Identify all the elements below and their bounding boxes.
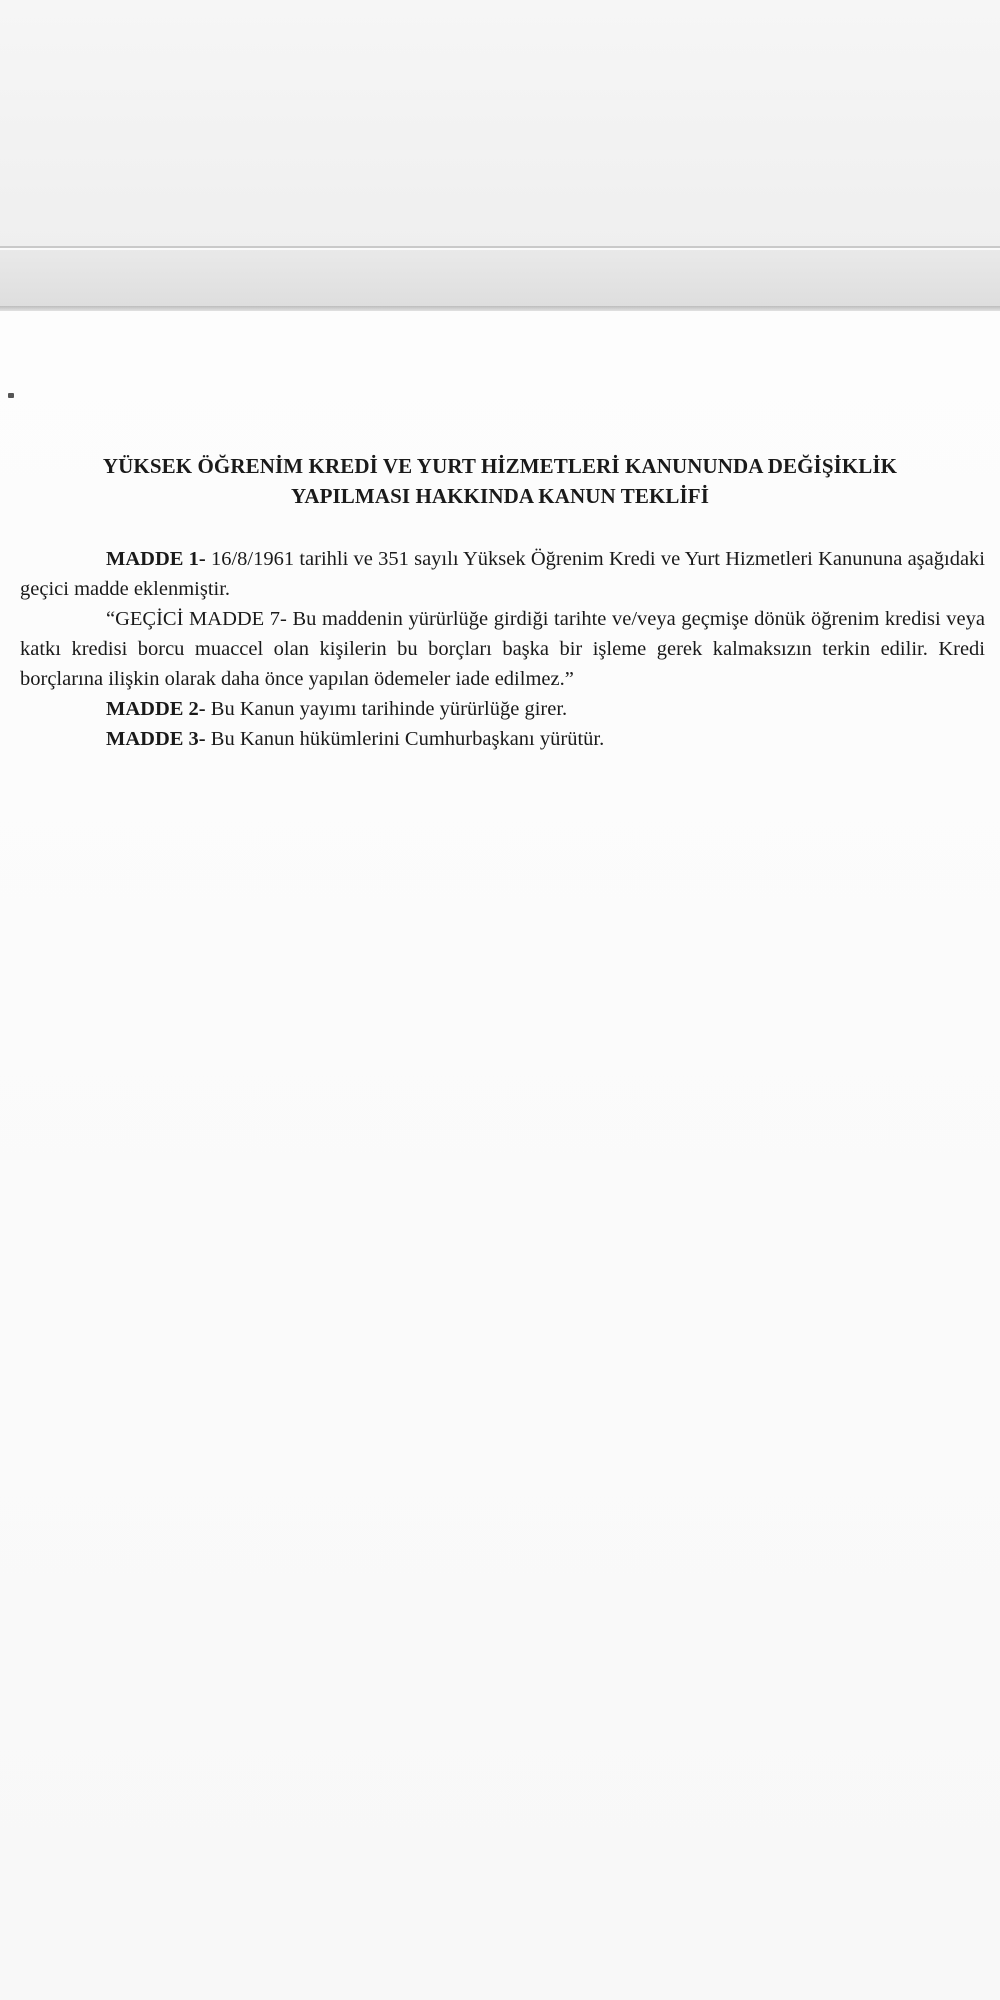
document-title [0, 451, 1000, 511]
top-sheet-edge [0, 246, 1000, 248]
document-title-line-2: YAPILMASI HAKKINDA KANUN TEKLİFİ [290, 484, 710, 508]
article-1-label: MADDE 1- [106, 548, 206, 570]
article-1 [20, 544, 985, 604]
provisional-article-7 [20, 604, 985, 694]
article-2-label: MADDE 2- [106, 698, 206, 720]
article-3 [20, 724, 985, 754]
scanner-top-background [0, 0, 1000, 248]
article-2 [20, 694, 985, 724]
scan-speck [8, 393, 14, 398]
document-title-line-1: YÜKSEK ÖĞRENİM KREDİ VE YURT HİZMETLERİ KANUNUNDA DEĞİŞİKLİK [102, 454, 898, 478]
document-body [20, 544, 985, 754]
article-3-label: MADDE 3- [106, 728, 206, 750]
article-3-text: Bu Kanun hükümlerini Cumhurbaşkanı yürütür. [205, 728, 605, 750]
article-1-text: 16/8/1961 tarihli ve 351 sayılı Yüksek Öğrenim Kredi ve Yurt Hizmetleri Kanununa aşağıdaki geçici madde eklenmiştir. [20, 548, 985, 600]
scanner-band [0, 250, 1000, 306]
provisional-article-7-text: “GEÇİCİ MADDE 7- Bu maddenin yürürlüğe girdiği tarihte ve/veya geçmişe dönük öğrenim kredisi veya katkı kredisi borcu muaccel olan kişilerin bu borçları başka bir işleme gerek kalmaksızın terkin edilir. Kredi borçlarına ilişkin olarak daha önce yapılan ödemeler iade edilmez.” [20, 608, 985, 690]
article-2-text: Bu Kanun yayımı tarihinde yürürlüğe girer. [205, 698, 568, 720]
document-page [0, 311, 1000, 2000]
